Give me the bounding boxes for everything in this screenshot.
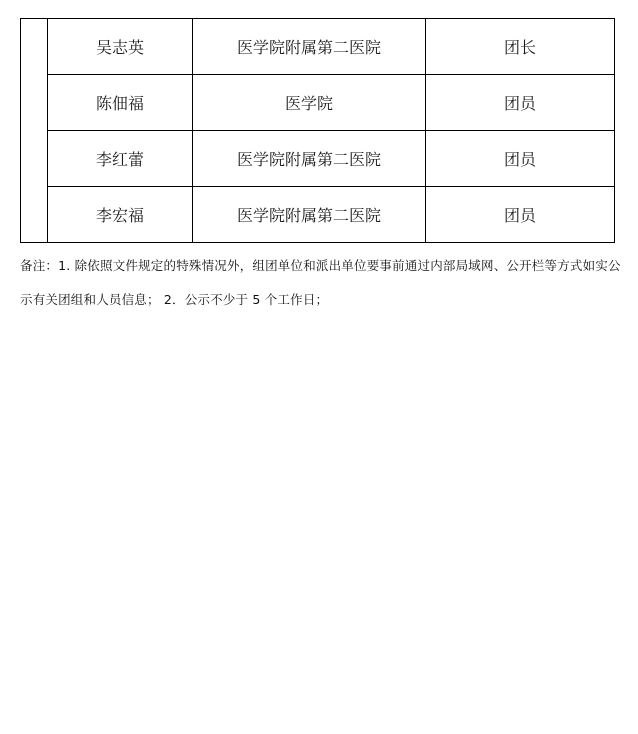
member-name-cell: 吴志英 [48,19,193,75]
remark-line-2: 示有关团组和人员信息； 2．公示不少于 5 个工作日； [20,292,329,307]
member-name-cell: 李红蕾 [48,131,193,187]
table-row [21,131,615,187]
table-row [21,19,615,75]
member-table [20,18,615,243]
remark-line-1: 备注：1. 除依照文件规定的特殊情况外，组团单位和派出单位要事前通过内部局域网、公开栏等方式如实公 [20,258,621,273]
member-unit-cell: 医学院附属第二医院 [193,187,426,243]
member-unit-cell: 医学院 [193,75,426,131]
member-name-cell: 陈佃福 [48,75,193,131]
table-row [21,187,615,243]
member-unit-cell: 医学院附属第二医院 [193,131,426,187]
merged-side-cell [21,19,48,243]
member-table-container [20,18,614,243]
member-role-cell: 团员 [426,131,615,187]
member-role-cell: 团员 [426,187,615,243]
member-name-cell: 李宏福 [48,187,193,243]
member-unit-cell: 医学院附属第二医院 [193,19,426,75]
member-role-cell: 团员 [426,75,615,131]
table-row [21,75,615,131]
member-role-cell: 团长 [426,19,615,75]
